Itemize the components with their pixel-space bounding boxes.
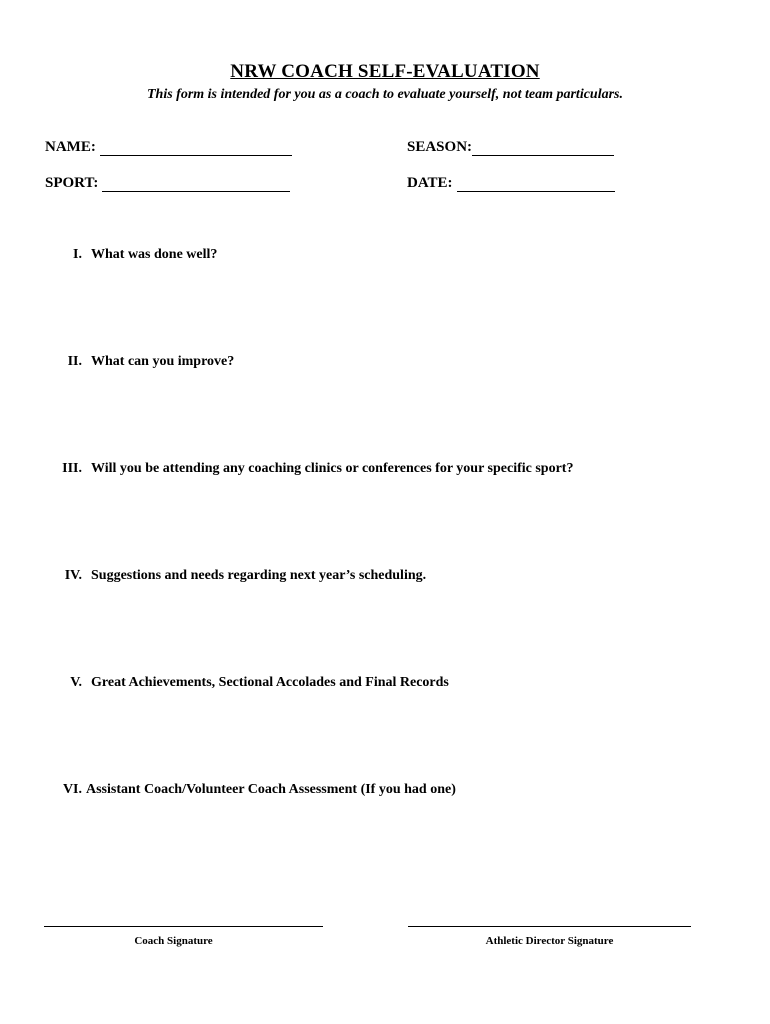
form-title: NRW COACH SELF-EVALUATION — [230, 61, 540, 82]
question-text: Assistant Coach/Volunteer Coach Assessment (If you had one) — [86, 782, 456, 797]
name-label: NAME: — [45, 139, 96, 155]
question-text: Suggestions and needs regarding next year’s scheduling. — [91, 568, 427, 583]
question-text: What can you improve? — [91, 354, 235, 369]
sport-line[interactable] — [102, 177, 290, 192]
season-label: SEASON: — [407, 139, 473, 155]
question-number: II. — [67, 354, 82, 369]
question-number: V. — [70, 675, 82, 690]
question-text: Great Achievements, Sectional Accolades and Final Records — [91, 675, 449, 690]
sport-label: SPORT: — [45, 175, 99, 191]
date-line[interactable] — [457, 177, 615, 192]
name-field[interactable] — [45, 139, 292, 156]
question-number: VI. — [62, 782, 82, 797]
season-line[interactable] — [472, 141, 614, 156]
question-text: Will you be attending any coaching clinics or conferences for your specific sport? — [91, 461, 574, 476]
ad-signature-label: Athletic Director Signature — [485, 935, 614, 947]
question-number: III. — [62, 461, 82, 476]
name-line[interactable] — [100, 141, 292, 156]
ad-signature-line[interactable] — [408, 926, 691, 927]
date-label: DATE: — [407, 175, 453, 191]
coach-signature-label: Coach Signature — [134, 935, 213, 947]
question-number: I. — [73, 247, 82, 262]
coach-signature-line[interactable] — [44, 926, 323, 927]
season-field[interactable] — [407, 139, 614, 156]
question-text: What was done well? — [91, 247, 218, 262]
form-subtitle: This form is intended for you as a coach to evaluate yourself, not team particulars. — [146, 87, 623, 102]
date-field[interactable] — [407, 175, 615, 192]
sport-field[interactable] — [45, 175, 290, 192]
question-number: IV. — [64, 568, 82, 583]
